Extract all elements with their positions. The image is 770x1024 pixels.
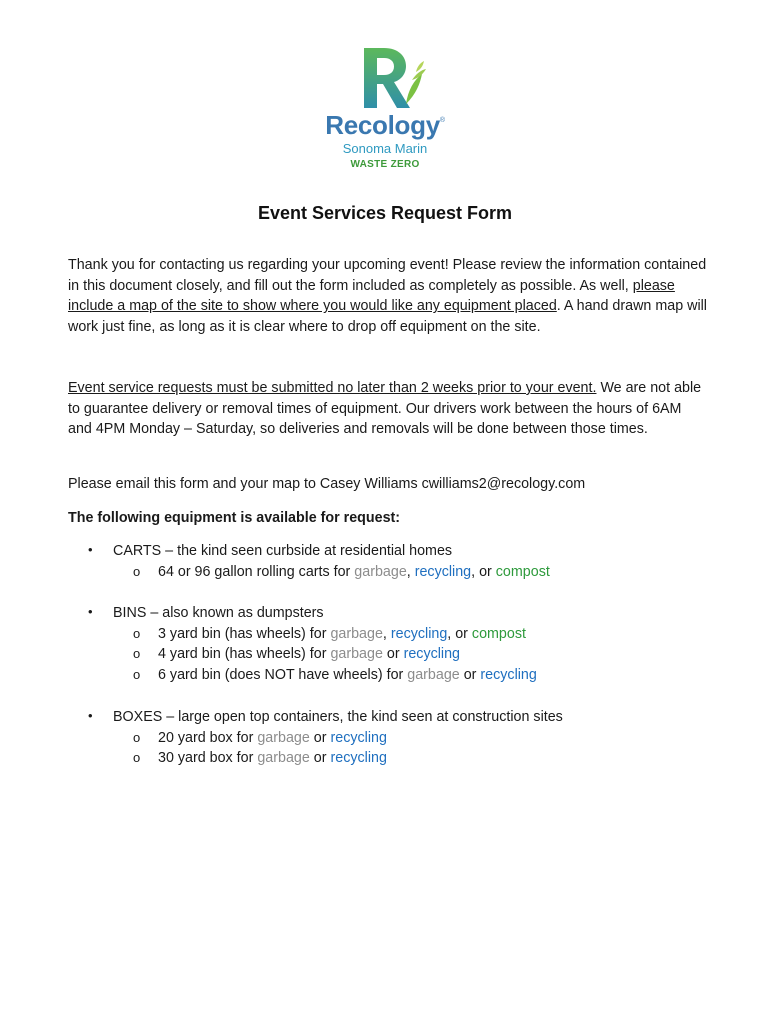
sub-bullet-icon: o [133, 750, 141, 766]
bullet-icon: • [88, 708, 93, 723]
compost-term: compost [495, 563, 550, 580]
deadline-paragraph: Event service requests must be submitted no later than 2 weeks prior to your event. We are not able to guarantee delivery or removal times of equipment. Our drivers work between the hours of 6AM and 4PM Monday – Saturday, so deliveries and removals will be done between those times. [68, 380, 702, 438]
bullet-icon: • [88, 604, 93, 619]
recycling-term: recycling [390, 625, 448, 642]
map-instruction-underlined: please include a map of the site to show where you would like any equipment placed [68, 277, 675, 315]
sub-bullet-icon: o [133, 646, 141, 662]
list-item: o 64 or 96 gallon rolling carts for garbage, recycling, or compost [68, 562, 718, 583]
logo-tagline: WASTE ZERO [350, 159, 420, 170]
intro-paragraph: Thank you for contacting us regarding your upcoming event! Please review the information contained in this document closely, and fill out the form included as completely as possible. As well, please include a map of the site to show where you would like any equipment placed. A hand drawn map will work just fine, as long as it is clear where to drop off equipment on the site. [68, 257, 707, 336]
bins-label: BINS – also known as dumpsters [113, 605, 324, 621]
boxes-label: BOXES – large open top containers, the kind seen at construction sites [113, 709, 563, 725]
sub-bullet-icon: o [133, 667, 141, 683]
bullet-icon: • [88, 542, 93, 557]
list-item: o 3 yard bin (has wheels) for garbage, recycling, or compost [68, 624, 718, 645]
garbage-term: garbage [407, 667, 460, 684]
logo-subtitle: Sonoma Marin [342, 141, 428, 156]
list-item: o 4 yard bin (has wheels) for garbage or recycling [68, 644, 718, 665]
garbage-term: garbage [330, 646, 383, 663]
contact-line: Please email this form and your map to Casey Williams cwilliams2@recology.com [68, 476, 586, 492]
list-item: o 20 yard box for garbage or recycling [68, 728, 718, 749]
recycling-term: recycling [403, 646, 460, 663]
garbage-term: garbage [354, 563, 407, 580]
sub-bullet-icon: o [133, 625, 141, 641]
page-title: Event Services Request Form [257, 203, 513, 223]
sub-bullet-icon: o [133, 729, 141, 745]
bins-section [68, 603, 718, 686]
recycling-term: recycling [330, 750, 387, 767]
recycling-term: recycling [480, 667, 537, 684]
list-item: o 6 yard bin (does NOT have wheels) for garbage or recycling [68, 665, 718, 686]
equipment-heading: The following equipment is available for request: [68, 510, 401, 526]
recycling-term: recycling [330, 729, 387, 746]
garbage-term: garbage [330, 625, 383, 642]
recology-r-leaf-icon [356, 44, 428, 110]
deadline-underlined: Event service requests must be submitted no later than 2 weeks prior to your event. [68, 380, 597, 396]
garbage-term: garbage [257, 750, 310, 767]
compost-term: compost [471, 625, 526, 642]
carts-label: CARTS – the kind seen curbside at residential homes [113, 543, 453, 559]
boxes-section [68, 707, 718, 769]
logo-wordmark: Recology® [325, 110, 445, 140]
recycling-term: recycling [414, 563, 472, 580]
carts-section [68, 541, 718, 582]
list-item: o 30 yard box for garbage or recycling [68, 748, 718, 769]
garbage-term: garbage [257, 729, 310, 746]
sub-bullet-icon: o [133, 563, 141, 579]
